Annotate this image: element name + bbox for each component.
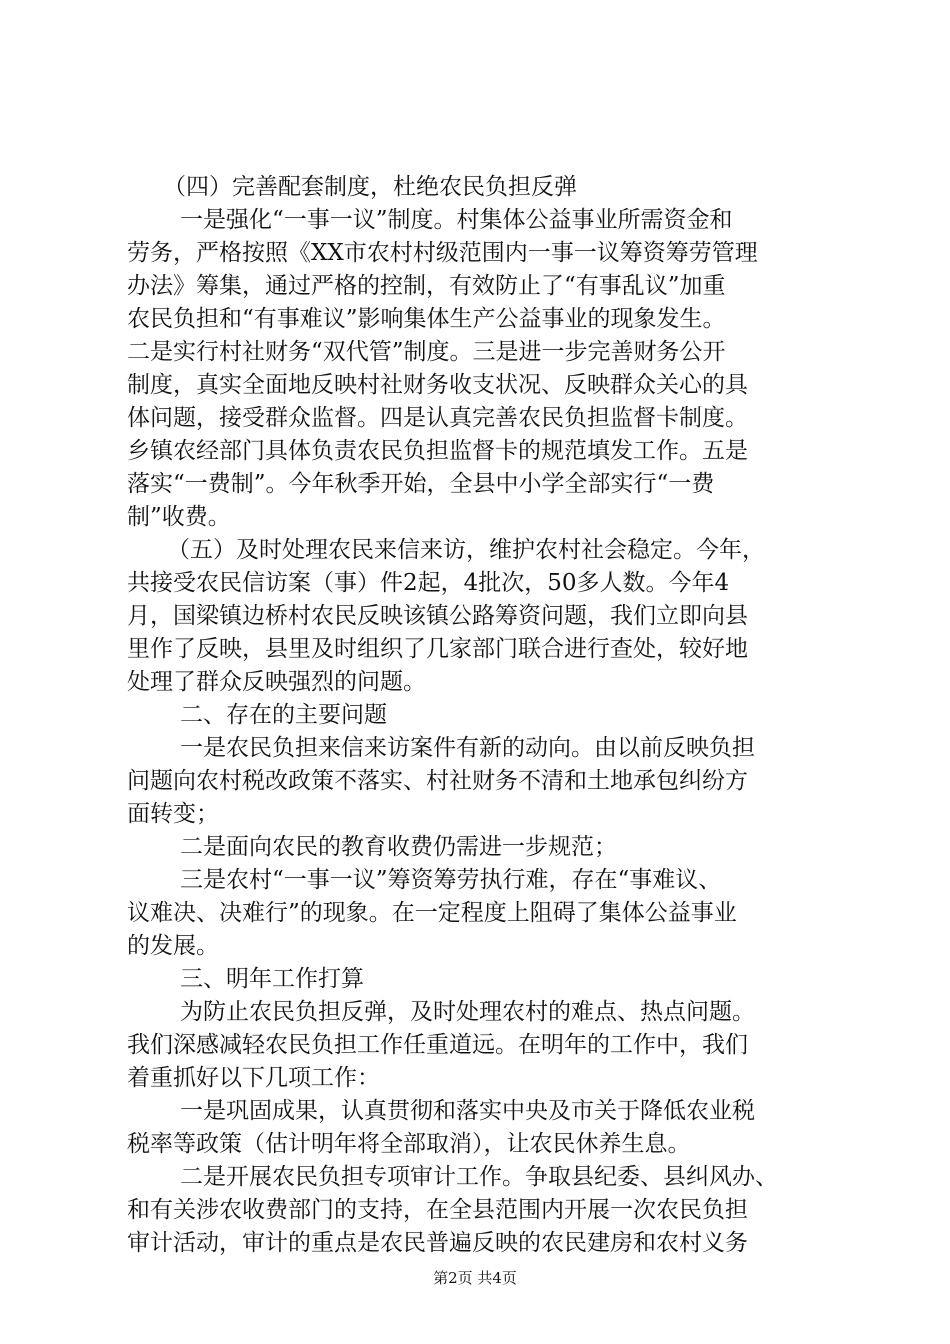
text-line: 面转变； xyxy=(127,801,219,827)
section-heading: 二、存在的主要问题 xyxy=(180,702,387,728)
text-line: （五）及时处理农民来信来访，维护农村社会稳定。今年， xyxy=(167,537,765,563)
page-footer: 第2页 共4页 xyxy=(433,1269,517,1287)
text-line: 制”收费。 xyxy=(127,504,231,530)
text-line: 问题向农村税改政策不落实、村社财务不清和土地承包纠纷方 xyxy=(127,768,748,794)
text-line: 体问题，接受群众监督。四是认真完善农民负担监督卡制度。 xyxy=(127,405,748,431)
text-line: 我们深感减轻农民负担工作任重道远。在明年的工作中，我们 xyxy=(127,1032,748,1058)
text-line: 农民负担和“有事难议”影响集体生产公益事业的现象发生。 xyxy=(127,306,726,332)
text-line: 审计活动，审计的重点是农民普遍反映的农民建房和农村义务 xyxy=(127,1230,748,1256)
text-line: 落实“一费制”。今年秋季开始，全县中小学全部实行“一费 xyxy=(127,471,715,497)
text-line: 为防止农民负担反弹，及时处理农村的难点、热点问题。 xyxy=(180,999,755,1025)
text-line: 二是面向农民的教育收费仍需进一步规范； xyxy=(180,834,617,860)
text-line: 共接受农民信访案（事）件2起，4批次，50多人数。今年4 xyxy=(127,570,730,596)
text-line: 议难决、决难行”的现象。在一定程度上阻碍了集体公益事业 xyxy=(127,900,737,926)
text-line: （四）完善配套制度，杜绝农民负担反弹 xyxy=(163,174,577,200)
text-line: 和有关涉农收费部门的支持，在全县范围内开展一次农民负担 xyxy=(127,1197,748,1223)
text-line: 着重抓好以下几项工作： xyxy=(127,1065,380,1091)
text-line: 一是巩固成果，认真贯彻和落实中央及市关于降低农业税 xyxy=(180,1098,755,1124)
text-line: 税率等政策（估计明年将全部取消），让农民休养生息。 xyxy=(127,1131,691,1157)
text-line: 乡镇农经部门具体负责农民负担监督卡的规范填发工作。五是 xyxy=(127,438,748,464)
text-line: 制度，真实全面地反映村社财务收支状况、反映群众关心的具 xyxy=(127,372,748,398)
text-line: 二是开展农民负担专项审计工作。争取县纪委、县纠风办、 xyxy=(180,1164,778,1190)
text-line: 的发展。 xyxy=(127,933,219,959)
text-line: 一是强化“一事一议”制度。村集体公益事业所需资金和 xyxy=(180,207,733,233)
section-heading: 三、明年工作打算 xyxy=(180,966,364,992)
text-line: 劳务，严格按照《XX市农村村级范围内一事一议筹资筹劳管理 xyxy=(127,240,758,266)
text-line: 处理了群众反映强烈的问题。 xyxy=(127,669,426,695)
text-line: 一是农民负担来信来访案件有新的动向。由以前反映负担 xyxy=(180,735,755,761)
text-line: 二是实行村社财务“双代管”制度。三是进一步完善财务公开 xyxy=(127,339,726,365)
text-line: 月，国梁镇边桥村农民反映该镇公路筹资问题，我们立即向县 xyxy=(127,603,748,629)
text-line: 三是农村“一事一议”筹资筹劳执行难，存在“事难议、 xyxy=(180,867,722,893)
text-line: 办法》筹集，通过严格的控制，有效防止了“有事乱议”加重 xyxy=(127,273,726,299)
text-line: 里作了反映，县里及时组织了几家部门联合进行查处，较好地 xyxy=(127,636,748,662)
